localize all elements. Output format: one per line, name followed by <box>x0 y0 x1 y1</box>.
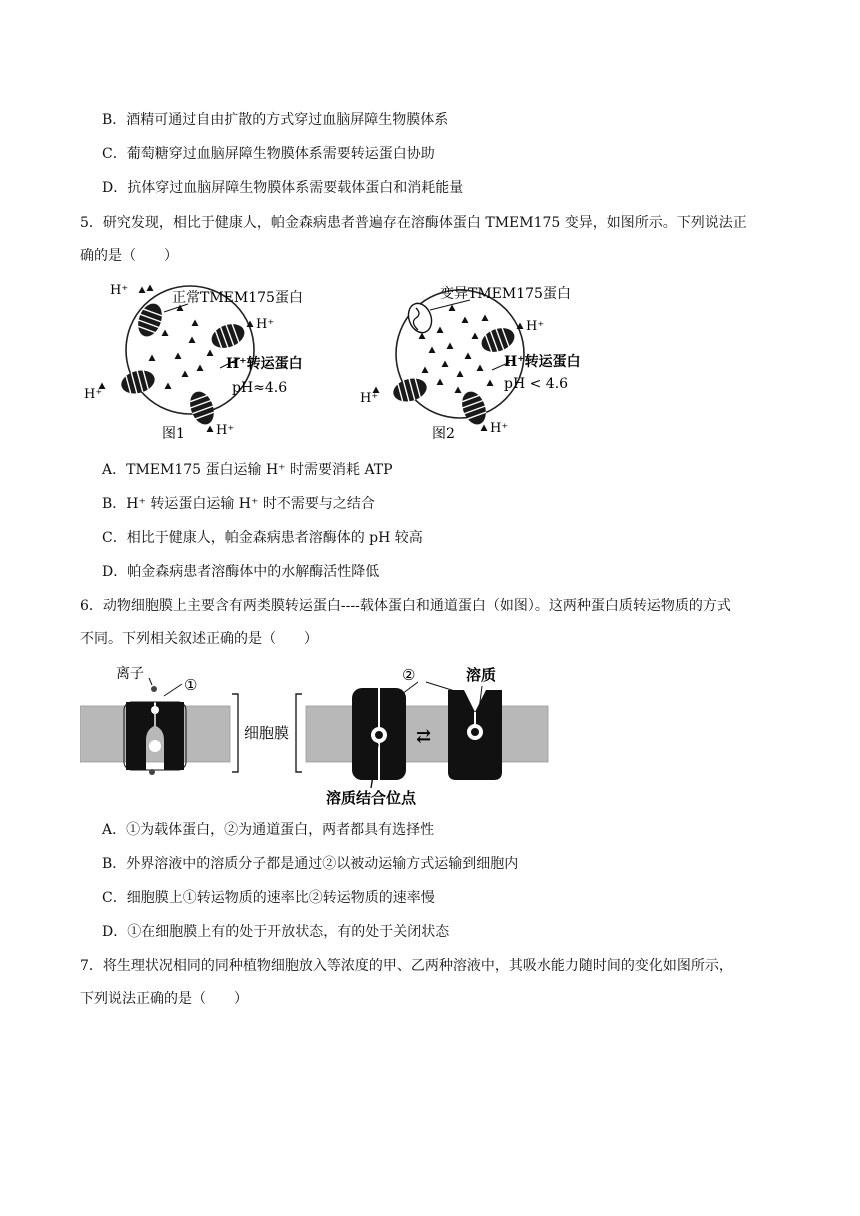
q6-stem-line1: 6．动物细胞膜上主要含有两类膜转运蛋白----载体蛋白和通道蛋白（如图）。这两种蛋白质转运物质的方式 <box>80 598 731 614</box>
q7-stem-line2: 下列说法正确的是（ ） <box>80 991 248 1007</box>
fig2-ph-label: pH < 4.6 <box>504 376 569 392</box>
fig2-lysosome <box>373 290 525 431</box>
q4-option-b: B．酒精可通过自由扩散的方式穿过血脑屏障生物膜体系 <box>102 112 449 128</box>
ion-label: 离子 <box>116 666 144 682</box>
q4-option-d: D．抗体穿过血脑屏障生物膜体系需要载体蛋白和消耗能量 <box>102 180 464 196</box>
solute-label: 溶质 <box>466 666 497 684</box>
q6-option-c: C．细胞膜上①转运物质的速率比②转运物质的速率慢 <box>102 890 435 906</box>
fig2-ion-left: H⁺ <box>360 391 379 406</box>
fig1-caption: 图1 <box>162 426 185 442</box>
q6-stem-line2: 不同。下列相关叙述正确的是（ ） <box>80 631 318 647</box>
fig1-ion-bottom: H⁺ <box>216 423 235 438</box>
fig1-ion-top: H⁺ <box>110 283 129 298</box>
q5-option-c: C．相比于健康人，帕金森病患者溶酶体的 pH 较高 <box>102 530 423 546</box>
q6-figure <box>80 658 560 808</box>
fig1-protein-label: 正常TMEM175蛋白 <box>172 290 303 306</box>
fig2-ion-bottom: H⁺ <box>490 421 509 436</box>
fig1-ion-right: H⁺ <box>256 317 275 332</box>
equilibrium-arrows: ⇄ <box>416 726 432 747</box>
membrane-label: 细胞膜 <box>244 724 290 742</box>
marker-2: ② <box>402 666 416 684</box>
q5-stem-line1: 5．研究发现，相比于健康人，帕金森病患者普遍存在溶酶体蛋白 TMEM175 变异，如图所示。下列说法正 <box>80 215 747 231</box>
q7-stem-line1: 7．将生理状况相同的同种植物细胞放入等浓度的甲、乙两种溶液中，其吸水能力随时间的变化如图所示， <box>80 958 733 974</box>
fig2-caption: 图2 <box>432 426 455 442</box>
q5-option-d: D．帕金森病患者溶酶体中的水解酶活性降低 <box>102 564 380 580</box>
fig2-protein-label: 变异TMEM175蛋白 <box>440 286 571 302</box>
q5-stem-line2: 确的是（ ） <box>80 248 178 264</box>
binding-site-label: 溶质结合位点 <box>326 789 417 807</box>
marker-1: ① <box>184 676 198 694</box>
q6-option-b: B．外界溶液中的溶质分子都是通过②以被动运输方式运输到细胞内 <box>102 856 519 872</box>
q4-option-c: C．葡萄糖穿过血脑屏障生物膜体系需要转运蛋白协助 <box>102 146 435 162</box>
q6-option-a: A．①为载体蛋白，②为通道蛋白，两者都具有选择性 <box>102 822 435 838</box>
q5-figure <box>80 278 610 448</box>
fig2-ion-right: H⁺ <box>526 319 545 334</box>
fig2-transporter-label: H⁺转运蛋白 <box>504 354 581 370</box>
fig1-ph-label: pH≈4.6 <box>232 380 288 396</box>
fig1-transporter-label: H⁺转运蛋白 <box>226 356 303 372</box>
fig1-ion-left: H⁺ <box>84 387 103 402</box>
q6-option-d: D．①在细胞膜上有的处于开放状态，有的处于关闭状态 <box>102 924 450 940</box>
q5-option-b: B．H⁺ 转运蛋白运输 H⁺ 时不需要与之结合 <box>102 496 375 512</box>
q5-option-a: A．TMEM175 蛋白运输 H⁺ 时需要消耗 ATP <box>102 462 393 478</box>
